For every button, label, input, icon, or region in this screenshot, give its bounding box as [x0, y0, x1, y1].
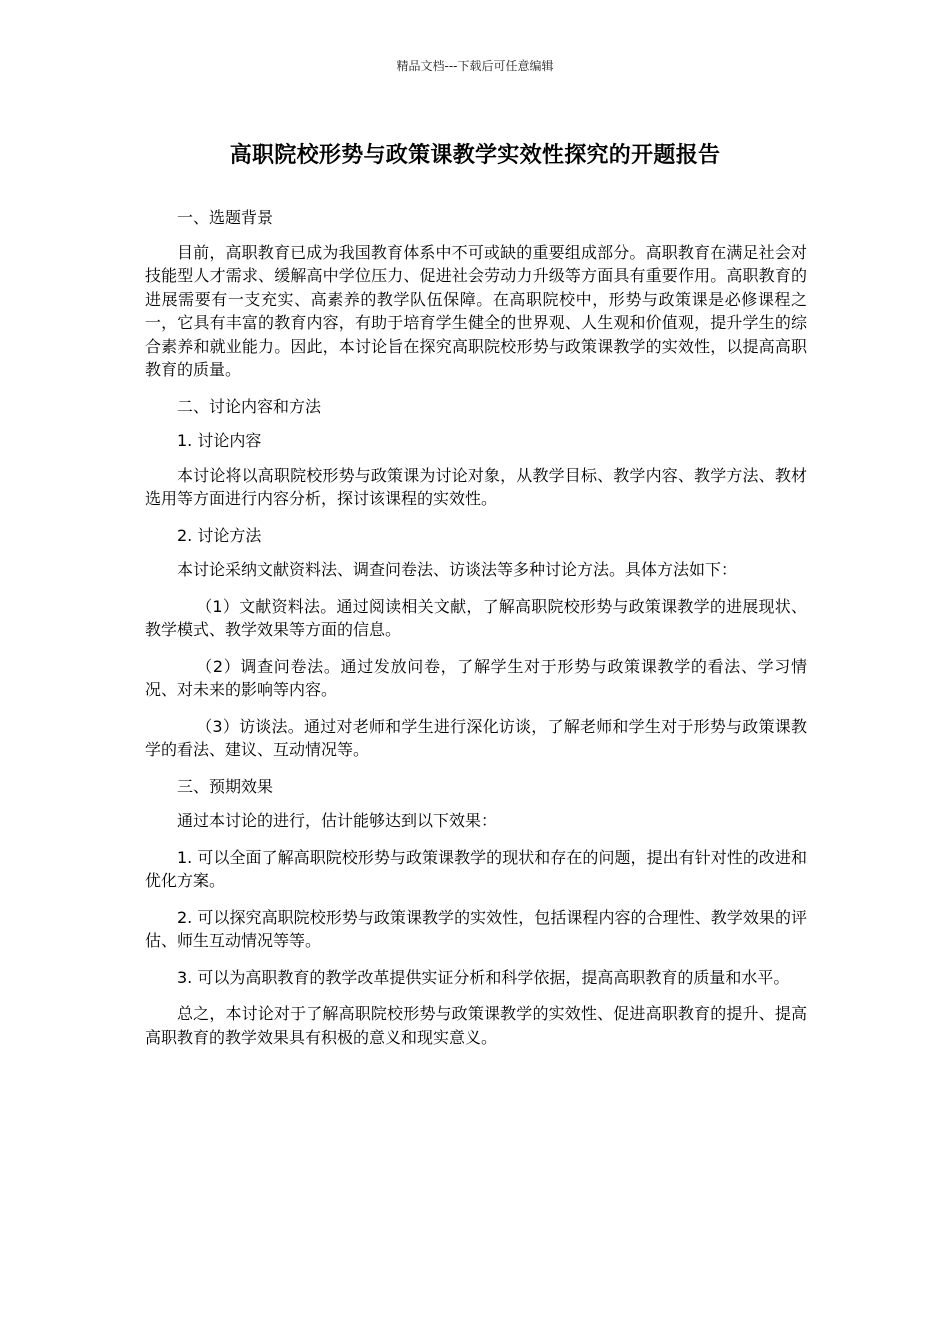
paragraph-method-survey: （2）调查问卷法。通过发放问卷，了解学生对于形势与政策课教学的看法、学习情况、对未来的影响等内容。	[145, 656, 807, 699]
section-heading-content-method: 二、讨论内容和方法	[177, 396, 322, 416]
paragraph-effects-intro: 通过本讨论的进行，估计能够达到以下效果：	[177, 811, 498, 830]
section-heading-background: 一、选题背景	[177, 208, 274, 227]
paragraph-conclusion: 总之，本讨论对于了解高职院校形势与政策课教学的实效性、促进高职教育的提升、提高高职教育的教学效果具有积极的意义和现实意义。	[145, 1004, 807, 1047]
paragraph-method-literature: （1）文献资料法。通过阅读相关文献，了解高职院校形势与政策课教学的进展现状、教学模式、教学效果等方面的信息。	[145, 596, 807, 639]
document-title: 高职院校形势与政策课教学实效性探究的开题报告	[229, 143, 721, 168]
paragraph-effect-2: 2. 可以探究高职院校形势与政策课教学的实效性，包括课程内容的合理性、教学效果的评估、师生互动情况等等。	[145, 907, 807, 950]
section-heading-expected-effects: 三、预期效果	[177, 776, 274, 796]
paragraph-effect-3: 3. 可以为高职教育的教学改革提供实证分析和科学依据，提高高职教育的质量和水平。	[177, 967, 790, 987]
document-body	[145, 206, 807, 1062]
paragraph-background: 目前，高职教育已成为我国教育体系中不可或缺的重要组成部分。高职教育在满足社会对技能型人才需求、缓解高中学位压力、促进社会劳动力升级等方面具有重要作用。高职教育的进展需要有一支充实、高素养的教学队伍保障。在高职院校中，形势与政策课是必修课程之一，它具有丰富的教育内容，有助于培育学生健全的世界观、人生观和价值观，提升学生的综合素养和就业能力。因此，本讨论旨在探究高职院校形势与政策课教学的实效性，以提高高职教育的质量。	[145, 242, 807, 379]
paragraph-method-intro: 本讨论采纳文献资料法、调查问卷法、访谈法等多种讨论方法。具体方法如下：	[177, 560, 738, 579]
subheading-method: 2. 讨论方法	[177, 525, 262, 545]
header-note: 精品文档---下载后可任意编辑	[396, 59, 554, 73]
subheading-content: 1. 讨论内容	[177, 431, 262, 450]
paragraph-content: 本讨论将以高职院校形势与政策课为讨论对象，从教学目标、教学内容、教学方法、教材选用等方面进行内容分析，探讨该课程的实效性。	[145, 465, 807, 508]
paragraph-method-interview: （3）访谈法。通过对老师和学生进行深化访谈，了解老师和学生对于形势与政策课教学的看法、建议、互动情况等。	[145, 716, 807, 759]
paragraph-effect-1: 1. 可以全面了解高职院校形势与政策课教学的现状和存在的问题，提出有针对性的改进和优化方案。	[145, 847, 807, 890]
